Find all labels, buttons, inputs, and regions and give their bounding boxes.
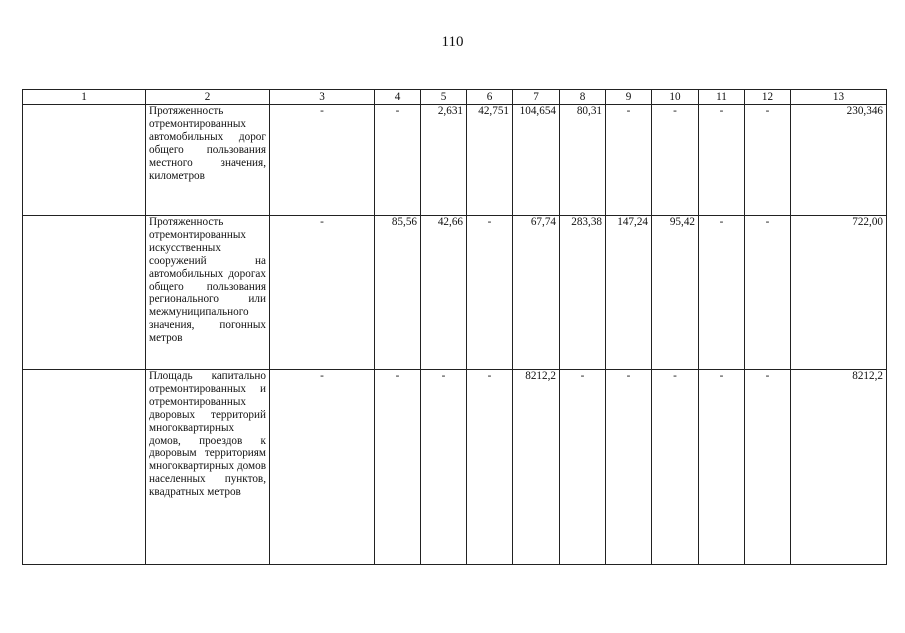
table-cell: 42,751 bbox=[467, 105, 513, 216]
page-number: 110 bbox=[441, 34, 464, 50]
column-header: 9 bbox=[606, 90, 652, 105]
table-cell: - bbox=[699, 105, 745, 216]
table-cell bbox=[23, 105, 146, 216]
row-total: 8212,2 bbox=[791, 370, 887, 565]
table-cell: - bbox=[652, 370, 699, 565]
indicator-name: Протяженность отремонтированных автомобильных дорог общего пользования местного значения, километров bbox=[146, 105, 270, 216]
table-cell: - bbox=[270, 370, 375, 565]
column-header: 3 bbox=[270, 90, 375, 105]
table-cell: - bbox=[270, 216, 375, 370]
column-header: 12 bbox=[745, 90, 791, 105]
column-header: 13 bbox=[791, 90, 887, 105]
column-header: 7 bbox=[513, 90, 560, 105]
column-header: 11 bbox=[699, 90, 745, 105]
indicator-name: Площадь капитально отремонтированных и отремонтированных дворовых территорий многоквартирных домов, проездов к дворовым территориям многоквартирных домов населенных пунктов, квадратных метров bbox=[146, 370, 270, 565]
table-cell bbox=[23, 370, 146, 565]
table-cell: 147,24 bbox=[606, 216, 652, 370]
table-row bbox=[23, 370, 887, 565]
column-header: 6 bbox=[467, 90, 513, 105]
row-total: 722,00 bbox=[791, 216, 887, 370]
column-header: 8 bbox=[560, 90, 606, 105]
table-cell: - bbox=[652, 105, 699, 216]
table-cell: 2,631 bbox=[421, 105, 467, 216]
table-cell: 283,38 bbox=[560, 216, 606, 370]
column-header: 10 bbox=[652, 90, 699, 105]
table-cell: 80,31 bbox=[560, 105, 606, 216]
table-cell: 85,56 bbox=[375, 216, 421, 370]
table-cell: 42,66 bbox=[421, 216, 467, 370]
table-cell: - bbox=[699, 370, 745, 565]
table-cell: - bbox=[560, 370, 606, 565]
table-row bbox=[23, 105, 887, 216]
table-cell: - bbox=[745, 105, 791, 216]
row-total: 230,346 bbox=[791, 105, 887, 216]
table-cell: - bbox=[467, 370, 513, 565]
table-cell: - bbox=[745, 216, 791, 370]
table-cell: 67,74 bbox=[513, 216, 560, 370]
column-header: 2 bbox=[146, 90, 270, 105]
table-cell: - bbox=[375, 370, 421, 565]
table-cell: 95,42 bbox=[652, 216, 699, 370]
indicator-name: Протяженность отремонтированных искусственных сооружений на автомобильных дорогах общего пользования регионального или межмуниципального значения, погонных метров bbox=[146, 216, 270, 370]
table-cell bbox=[23, 216, 146, 370]
table-cell: 104,654 bbox=[513, 105, 560, 216]
table-row bbox=[23, 216, 887, 370]
table-cell: - bbox=[606, 370, 652, 565]
table-cell: - bbox=[421, 370, 467, 565]
column-header: 4 bbox=[375, 90, 421, 105]
column-header: 5 bbox=[421, 90, 467, 105]
table-cell: - bbox=[375, 105, 421, 216]
table-cell: - bbox=[699, 216, 745, 370]
table-cell: - bbox=[606, 105, 652, 216]
table-cell: - bbox=[270, 105, 375, 216]
table-cell: - bbox=[467, 216, 513, 370]
column-number-row bbox=[23, 90, 887, 105]
table-cell: 8212,2 bbox=[513, 370, 560, 565]
indicators-table bbox=[22, 89, 887, 565]
table-cell: - bbox=[745, 370, 791, 565]
column-header: 1 bbox=[23, 90, 146, 105]
